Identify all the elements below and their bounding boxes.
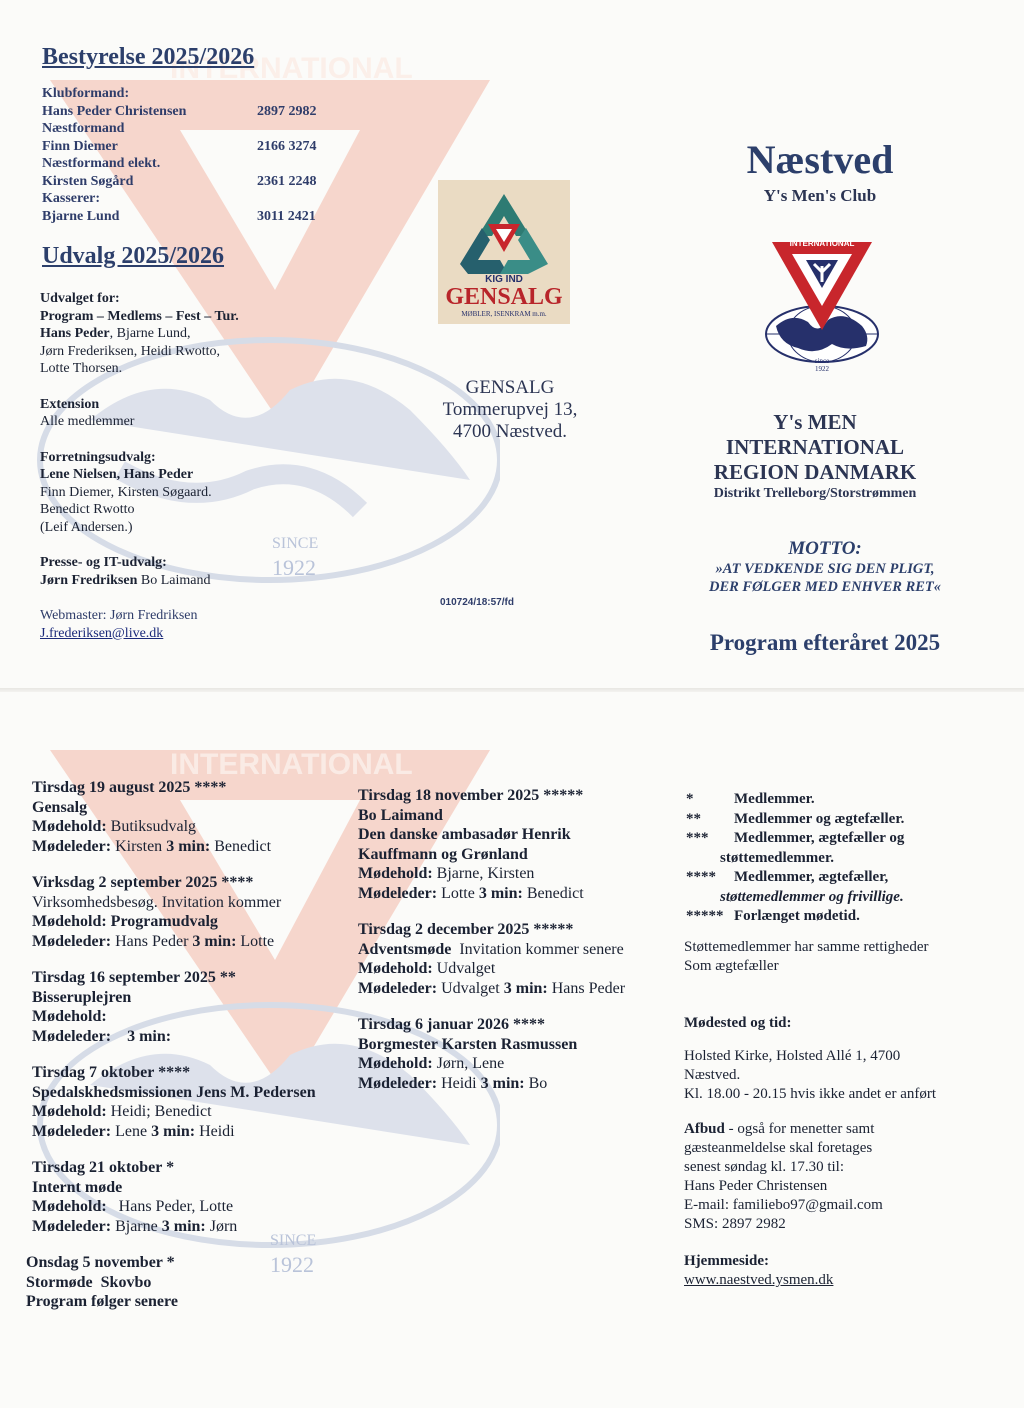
board-phone-1: 2897 2982 [257, 103, 317, 119]
place-line-3: Kl. 18.00 - 20.15 hvis ikke andet er anført [684, 1086, 937, 1102]
cancel-line-3: senest søndag kl. 17.30 til: [684, 1159, 844, 1175]
legend-row-6 [686, 888, 986, 908]
event-3-3min-label: 3 min: [127, 1027, 172, 1045]
sponsor-address [420, 377, 600, 443]
legend-row-5 [686, 868, 986, 888]
legend-row-4 [686, 849, 986, 869]
org-block [660, 410, 970, 503]
event-1-leader-label: Mødeleder: [32, 837, 112, 855]
program-members-1: , Bjarne Lund, [109, 326, 191, 341]
event-4-team-label: Mødehold: [32, 1103, 107, 1120]
event-4-speaker: Heidi [195, 1122, 235, 1140]
event-9-leader-label: Mødeleder: [358, 1074, 438, 1092]
event-8-team-label: Mødehold: [358, 960, 433, 977]
event-2-topic: Virksomhedsbesøg. Invitation kommer [32, 893, 282, 911]
extension-title: Extension [40, 396, 100, 412]
club-subtitle: Y's Men's Club [763, 186, 877, 205]
board-phone-4: 3011 2421 [257, 208, 316, 224]
event-1-team [32, 817, 352, 837]
sponsor-logo-sub: MØBLER, ISENKRAM m.m. [461, 310, 547, 318]
event-8 [358, 920, 658, 998]
sponsor-logo-top: KIG IND [485, 274, 523, 285]
event-5-team-value: Hans Peder, Lotte [106, 1198, 234, 1215]
event-8-leader [358, 979, 658, 999]
event-2-3min-label: 3 min: [192, 932, 237, 950]
event-5-leader-value: Bjarne [111, 1217, 162, 1235]
event-8-leader-label: Mødeleder: [358, 979, 438, 997]
legend-text-3: Medlemmer, ægtefæller og [734, 830, 905, 846]
board-role-3: Næstformand elekt. [42, 156, 161, 171]
event-9-date: Tirsdag 6 januar 2026 **** [358, 1016, 545, 1033]
event-5-team-label: Mødehold: [32, 1198, 107, 1215]
event-1-speaker: Benedict [210, 837, 272, 855]
program-members-3: Lotte Thorsen. [40, 361, 123, 376]
event-4 [32, 1063, 352, 1141]
board-row-1 [42, 103, 342, 121]
event-9-leader [358, 1074, 658, 1094]
event-4-leader [32, 1122, 352, 1142]
event-3-team [32, 1007, 352, 1027]
motto-line-2: DER FØLGER MED ENHVER RET« [708, 579, 942, 595]
business-members-3: (Leif Andersen.) [40, 519, 133, 535]
board-row-3 [42, 173, 342, 191]
event-5-speaker: Jørn [205, 1217, 238, 1235]
event-4-date: Tirsdag 7 oktober **** [32, 1064, 191, 1081]
program-label: Udvalget for: [40, 291, 120, 306]
event-2-team-value: Programudvalg [106, 913, 218, 930]
legend-text-6: støttemedlemmer og frivillige. [720, 888, 904, 905]
event-3-date: Tirsdag 16 september 2025 ** [32, 969, 236, 986]
watermark-since-top: SINCE [272, 535, 319, 552]
program-members-2: Jørn Frederiksen, Heidi Rwotto, [40, 343, 221, 359]
watermark-text-bottom: INTERNATIONAL [170, 748, 413, 781]
event-1-3min-label: 3 min: [166, 837, 211, 855]
event-6-note: Program følger senere [26, 1293, 178, 1310]
webmaster: Webmaster: Jørn Fredriksen [40, 608, 198, 623]
sponsor-logo [438, 180, 570, 324]
legend-text-1: Medlemmer. [734, 791, 815, 807]
event-5-leader-label: Mødeleder: [32, 1217, 112, 1235]
legend-text-2: Medlemmer og ægtefæller. [734, 810, 905, 827]
event-2-team [32, 912, 352, 932]
events-mid [358, 786, 658, 1110]
event-2-date: Virksdag 2 september 2025 **** [32, 874, 254, 891]
event-8-3min-label: 3 min: [503, 979, 548, 997]
committees-title: Udvalg 2025/2026 [42, 243, 225, 269]
legend-stars-3: *** [686, 830, 709, 846]
print-code: 010724/18:57/fd [440, 597, 514, 608]
event-7-date: Tirsdag 18 november 2025 ***** [358, 787, 584, 804]
event-8-speaker: Hans Peder [547, 979, 626, 997]
event-4-leader-value: Lene [111, 1122, 152, 1140]
fold-line [0, 688, 1024, 692]
event-9-team-label: Mødehold: [358, 1055, 433, 1072]
event-1-topic: Gensalg [32, 798, 88, 816]
event-3-topic: Bisseruplejren [32, 988, 132, 1006]
business-title: Forretningsudvalg: [40, 449, 156, 465]
program-areas: Program – Medlems – Fest – Tur. [40, 308, 239, 324]
board-role-1: Klubformand: [42, 86, 130, 101]
logo-year: 1922 [815, 365, 829, 373]
event-9-speaker: Bo [524, 1074, 548, 1092]
event-6-date: Onsdag 5 november * [26, 1254, 175, 1271]
legend-text-5: Medlemmer, ægtefæller, [734, 869, 889, 885]
business-members-1: Finn Diemer, Kirsten Søgaard. [40, 484, 212, 500]
watermark-text-top: INTERNATIONAL [170, 52, 413, 85]
event-8-team [358, 959, 658, 979]
event-5 [32, 1158, 352, 1236]
event-3-team-label: Mødehold: [32, 1008, 107, 1025]
event-3-leader-value [111, 1028, 127, 1045]
event-1 [32, 778, 352, 856]
place-title: Mødested og tid: [684, 1015, 792, 1031]
place-line-1: Holsted Kirke, Holsted Allé 1, 4700 [684, 1048, 901, 1064]
sponsor-street: Tommerupvej 13, [442, 399, 578, 420]
event-1-leader-value: Kirsten [111, 837, 167, 855]
cancel-title: Afbud [684, 1121, 725, 1137]
legend-row-7 [686, 907, 986, 927]
sponsor-city: 4700 Næstved. [453, 421, 567, 442]
cancel-line-2: gæsteanmeldelse skal foretages [684, 1140, 873, 1156]
press-title: Presse- og IT-udvalg: [40, 555, 167, 570]
board-name-1: Hans Peder Christensen [42, 103, 187, 119]
event-2-leader-label: Mødeleder: [32, 932, 112, 950]
press-member: Bo Laimand [137, 572, 211, 588]
motto-line-1: »AT VEDKENDE SIG DEN PLIGT, [715, 561, 935, 577]
event-3-leader [32, 1027, 352, 1047]
event-2-speaker: Lotte [236, 932, 275, 950]
event-9-leader-value: Heidi [437, 1074, 481, 1092]
support-line-2: Som ægtefæller [684, 958, 779, 974]
board-list [42, 85, 342, 225]
watermark-year-top: 1922 [272, 555, 316, 580]
board-role-4: Kasserer: [42, 191, 101, 206]
event-3-leader-label: Mødeleder: [32, 1027, 112, 1045]
webmaster-email-link[interactable]: J.frederiksen@live.dk [40, 625, 164, 641]
event-2-team-label: Mødehold: [32, 913, 107, 930]
ys-men-logo [762, 236, 882, 372]
board-row-4 [42, 208, 342, 226]
place-line-2: Næstved. [684, 1067, 741, 1083]
event-4-topic: Spedalskhedsmissionen Jens M. Pedersen [32, 1083, 316, 1101]
event-4-team-value: Heidi; Benedict [106, 1103, 212, 1120]
cancel-line-1 [684, 1120, 1004, 1139]
event-8-topic [358, 940, 658, 960]
org-line-3: REGION DANMARK [713, 460, 917, 484]
event-2-leader-value: Hans Peder [111, 932, 193, 950]
event-7 [358, 786, 658, 903]
event-1-team-value: Butiksudvalg [106, 818, 197, 835]
legend-stars-7: ***** [686, 908, 724, 924]
legend-row-3 [686, 829, 986, 849]
event-1-team-label: Mødehold: [32, 818, 107, 835]
event-5-team [32, 1197, 352, 1217]
program-heading: Program efteråret 2025 [709, 630, 941, 655]
info-block [684, 938, 1004, 1290]
event-7-topic-2: Den danske ambasadør Henrik [358, 826, 571, 843]
event-5-leader [32, 1217, 352, 1237]
event-4-3min-label: 3 min: [151, 1122, 196, 1140]
cancel-email: E-mail: familiebo97@gmail.com [684, 1197, 883, 1213]
event-2-leader [32, 932, 352, 952]
support-line-1: Støttemedlemmer har samme rettigheder [684, 939, 929, 955]
event-7-topic-1: Bo Laimand [358, 806, 443, 824]
event-4-leader-label: Mødeleder: [32, 1122, 112, 1140]
event-6 [26, 1253, 352, 1312]
event-6-topic: Stormøde Skovbo [26, 1273, 152, 1291]
event-7-leader-label: Mødeleder: [358, 884, 438, 902]
legend-stars-6 [686, 888, 720, 908]
logo-top-text: INTERNATIONAL [789, 239, 855, 248]
motto-title: MOTTO: [788, 538, 862, 559]
org-line-2: INTERNATIONAL [725, 435, 905, 459]
event-1-leader [32, 837, 352, 857]
event-8-leader-value: Udvalget [437, 979, 504, 997]
event-8-topic-1: Adventsmøde [358, 940, 452, 958]
press-lead: Jørn Fredriksen [40, 572, 138, 588]
event-5-topic: Internt møde [32, 1178, 123, 1196]
event-9-team [358, 1054, 658, 1074]
legend-text-4: støttemedlemmer. [720, 849, 834, 866]
business-leads: Lene Nielsen, Hans Peder [40, 467, 194, 482]
motto-block [660, 538, 990, 596]
board-role-2: Næstformand [42, 121, 125, 136]
event-4-team [32, 1102, 352, 1122]
cancel-line-4: Hans Peder Christensen [684, 1178, 828, 1194]
event-9-3min-label: 3 min: [480, 1074, 525, 1092]
board-phone-3: 2361 2248 [257, 173, 317, 189]
events-left [26, 778, 352, 1312]
legend-stars-1: * [686, 791, 694, 807]
homepage-title: Hjemmeside: [684, 1253, 769, 1269]
board-name-2: Finn Diemer [42, 138, 118, 154]
press-line [40, 572, 300, 590]
legend-row-1 [686, 790, 986, 810]
event-1-date: Tirsdag 19 august 2025 **** [32, 779, 227, 796]
watermark-since-bottom: SINCE [270, 1232, 317, 1249]
cancel-text-1: - også for menetter samt [724, 1121, 875, 1137]
business-members-2: Benedict Rwotto [40, 502, 135, 517]
district: Distrikt Trelleborg/Storstrømmen [713, 486, 917, 501]
watermark-year-bottom: 1922 [270, 1252, 314, 1277]
event-7-leader [358, 884, 658, 904]
legend-text-7: Forlænget mødetid. [734, 908, 860, 924]
legend-stars-4 [686, 849, 720, 869]
event-3 [32, 968, 352, 1046]
event-5-3min-label: 3 min: [161, 1217, 206, 1235]
logo-since: since [814, 357, 830, 365]
board-phone-2: 2166 3274 [257, 138, 317, 154]
extension-members: Alle medlemmer [40, 414, 135, 429]
legend [686, 790, 986, 927]
event-2 [32, 873, 352, 951]
event-7-leader-value: Lotte [437, 884, 479, 902]
committees-list [40, 290, 300, 642]
event-8-topic-2: Invitation kommer senere [451, 940, 624, 958]
event-9-topic: Borgmester Karsten Rasmussen [358, 1035, 578, 1053]
homepage-link[interactable]: www.naestved.ysmen.dk [684, 1272, 834, 1288]
event-7-3min-label: 3 min: [478, 884, 523, 902]
sponsor-logo-main: GENSALG [445, 284, 563, 310]
program-line-1 [40, 325, 300, 343]
cancel-sms: SMS: 2897 2982 [684, 1216, 786, 1232]
event-9-team-value: Jørn, Lene [432, 1055, 505, 1072]
event-5-date: Tirsdag 21 oktober * [32, 1159, 175, 1176]
event-7-topic-3: Kauffmann og Grønland [358, 845, 528, 863]
board-row-2 [42, 138, 342, 156]
club-name: Næstved [746, 137, 894, 182]
legend-row-2 [686, 810, 986, 830]
event-7-speaker: Benedict [522, 884, 584, 902]
event-7-team-value: Bjarne, Kirsten [432, 865, 535, 882]
event-7-team [358, 864, 658, 884]
sponsor-name: GENSALG [465, 377, 555, 398]
legend-stars-2: ** [686, 810, 701, 827]
org-line-1: Y's MEN [773, 410, 857, 434]
event-8-team-value: Udvalget [432, 960, 496, 977]
event-8-date: Tirsdag 2 december 2025 ***** [358, 921, 574, 938]
program-lead: Hans Peder [40, 326, 110, 341]
board-title: Bestyrelse 2025/2026 [42, 44, 255, 70]
board-name-4: Bjarne Lund [42, 208, 120, 224]
board-name-3: Kirsten Søgård [42, 173, 134, 189]
event-7-team-label: Mødehold: [358, 865, 433, 882]
legend-stars-5: **** [686, 869, 716, 885]
event-9 [358, 1015, 658, 1093]
